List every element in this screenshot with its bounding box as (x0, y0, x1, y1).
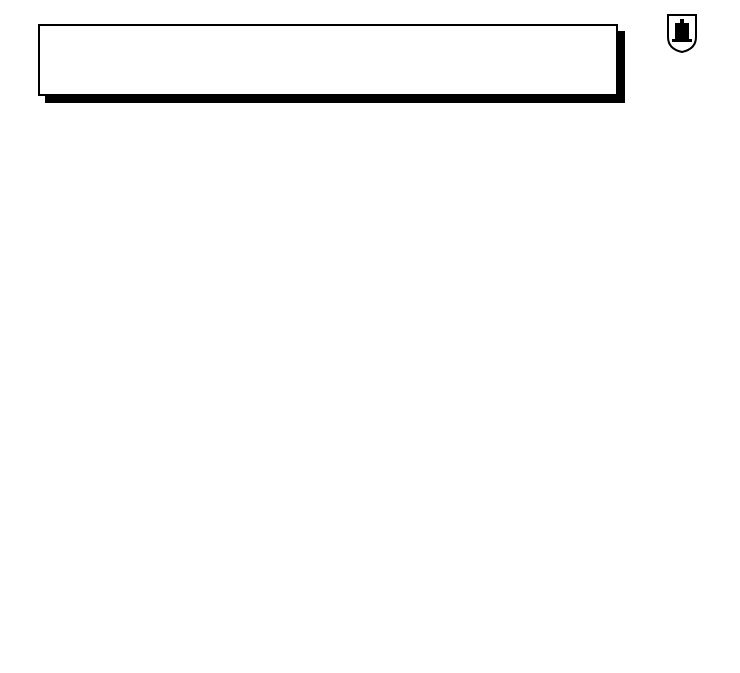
university-logo (658, 0, 706, 60)
crest-icon (666, 13, 698, 53)
title-box (38, 24, 618, 96)
